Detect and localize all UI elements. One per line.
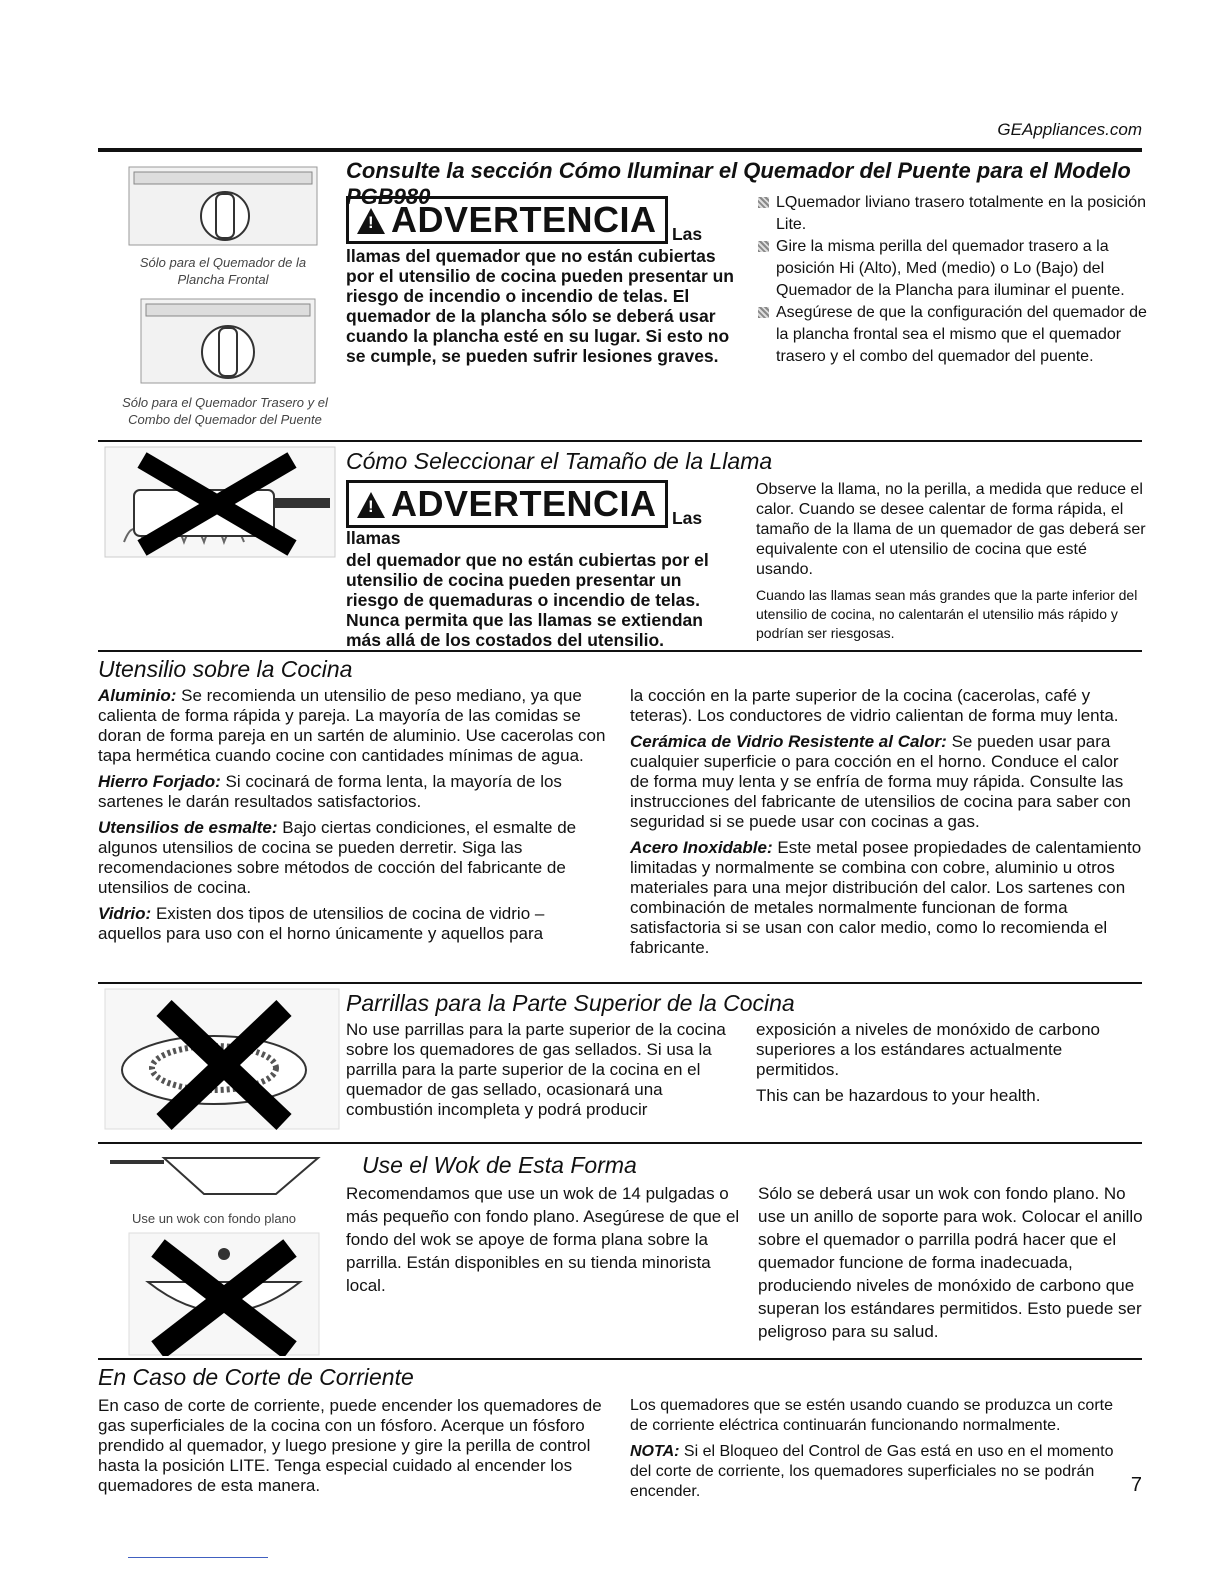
bullet-item: Asegúrese de que la configuración del quemador de la plancha frontal sea el mismo que el quemador trasero y el combo del quemador del puente. <box>758 302 1148 368</box>
warning-text: del quemador que no están cubiertas por el utensilio de cocina pueden presentar un riesgo de quemaduras o incendio de telas. Nunca permita que las llamas se extiendan más allá de los costados del utensilio. <box>346 550 709 650</box>
rule <box>98 1142 1142 1144</box>
paragraph: Cuando las llamas sean más grandes que la parte inferior del utensilio de cocina, no calentarán el utensilio más rápido y podrían ser riesgosas. <box>756 587 1138 641</box>
section4-col1 <box>346 1020 736 1126</box>
rule <box>98 650 1142 652</box>
rule <box>98 1358 1142 1360</box>
section3-col1: Aluminio: Se recomienda un utensilio de peso mediano, ya que calienta de forma rápida y pareja. La mayoría de las comidas se doran de forma pareja en un sartén de aluminio. Use cacerolas con tapa hermética cuando cocine con cantidades mínimas de agua. Hierro Forjado: Si cocinará de forma lenta, la mayoría de los sartenes le darán resultados satisfactorios. Utensilios de esmalte: Bajo ciertas condiciones, el esmalte de algunos utensilios de cocina se pueden derretir. Siga las recomendaciones sobre métodos de cocción del fabricante de utensilios de cocina. Vidrio: Existen dos tipos de utensilios de cocina de vidrio – aquellos para uso con el horno únicamente y aquellos para <box>98 686 606 943</box>
section2-warning: !ADVERTENCIA Las llamas del quemador que no están cubiertas por el utensilio de cocina pueden presentar un riesgo de quemaduras o incendio de telas. Nunca permita que las llamas se extiendan más allá de los costados del utensilio. <box>346 480 736 650</box>
section5-title: Use el Wok de Esta Forma <box>362 1152 637 1178</box>
knob-rear-bridge-illustration <box>140 298 316 384</box>
warning-badge: !ADVERTENCIA <box>346 480 668 528</box>
bullet-item: LQuemador liviano trasero totalmente en la posición Lite. <box>758 192 1148 236</box>
paragraph: This can be hazardous to your health. <box>756 1086 1041 1105</box>
section4-title: Parrillas para la Parte Superior de la Cocina <box>346 990 795 1016</box>
section2-text <box>756 480 1146 649</box>
warning-badge: !ADVERTENCIA <box>346 196 668 244</box>
warning-triangle-icon <box>357 208 385 234</box>
caption-front-griddle: Sólo para el Quemador de la Plancha Frontal <box>139 255 307 287</box>
paragraph: Los quemadores que se estén usando cuando se produzca un corte de corriente eléctrica continuarán funcionando normalmente. <box>630 1397 1113 1434</box>
wok-ring-no-illustration <box>128 1232 320 1356</box>
paragraph: exposición a niveles de monóxido de carbono superiores a los estándares actualmente permitidos. <box>756 1020 1101 1079</box>
section1-warning: !ADVERTENCIA Las llamas del quemador que no están cubiertas por el utensilio de cocina pueden presentar un riesgo de incendio o incendio de telas. El quemador de la plancha sólo se deberá usar cuando la plancha esté en su lugar. Si esto no se cumple, se pueden sufrir lesiones graves. <box>346 196 742 366</box>
bullet-item: Gire la misma perilla del quemador trasero a la posición Hi (Alto), Med (medio) o Lo (Bajo) del Quemador de la Plancha para iluminar el puente. <box>758 236 1148 302</box>
rule <box>98 982 1142 984</box>
section3-title: Utensilio sobre la Cocina <box>98 656 353 682</box>
section3-col2: la cocción en la parte superior de la cocina (cacerolas, café y teteras). Los conductores de vidrio calientan de forma muy lenta. Cerámica de Vidrio Resistente al Calor: Se pueden usar para cualquier superficie o para cocción en el horno. Conduce el calor de forma muy lenta y se enfría de forma muy rápida. Consulte las instrucciones del fabricante de utensilios de cocina para saber con seguridad si se puede usar con cocinas a gas. Acero Inoxidable: Este metal posee propiedades de calentamiento limitadas y normalmente se combina con cobre, aluminio u otros materiales para una mejor distribución del calor. Los sartenes con combinación de metales normalmente funcionan de forma satisfactoria si se usan con calor medio, como lo recomienda el fabricante. <box>630 686 1142 957</box>
paragraph: Recomendamos que use un wok de 14 pulgadas o más pequeño con fondo plano. Asegúrese de que el fondo del wok se apoye de forma plana sobre la parrilla. Están disponibles en su tienda minorista local. <box>346 1184 740 1295</box>
section2-title: Cómo Seleccionar el Tamaño de la Llama <box>346 448 773 474</box>
paragraph: Sólo se deberá usar un wok con fondo plano. No use un anillo de soporte para wok. Colocar el anillo sobre el quemador o parrilla podrá hacer que el quemador funcione de forma inadecuada, produciendo niveles de monóxido de carbono que superan los estándares permitidos. Esto puede ser peligroso para su salud. <box>758 1184 1143 1341</box>
caption-rear-bridge: Sólo para el Quemador Trasero y el Combo del Quemador del Puente <box>122 395 328 427</box>
paragraph: En caso de corte de corriente, puede encender los quemadores de gas superficiales de la cocina con un fósforo. Acerque un fósforo prendido al quemador, y luego presione y gire la perilla de control hasta la posición LITE. Tenga especial cuidado al encender los quemadores de esta manera. <box>98 1396 602 1495</box>
flat-wok-illustration <box>104 1148 328 1206</box>
site-url: GEAppliances.com <box>997 120 1142 139</box>
section5-col1 <box>346 1182 742 1303</box>
section6-col1 <box>98 1396 604 1502</box>
section4-col2 <box>756 1020 1146 1112</box>
footer-line <box>128 1557 268 1558</box>
section1-bullets <box>758 192 1148 368</box>
warning-text: llamas del quemador que no están cubiertas por el utensilio de cocina pueden presentar un riesgo de incendio o incendio de telas. El quemador de la plancha sólo se deberá usar cuando la plancha esté en su lugar. Si esto no se cumple, se pueden sufrir lesiones graves. <box>346 246 734 366</box>
rule <box>98 440 1142 442</box>
section1-title: Consulte la sección Cómo Iluminar el Quemador del Puente para el Modelo PGB980 <box>346 158 1131 209</box>
oversized-flame-illustration <box>104 446 336 558</box>
top-rule <box>98 148 1142 152</box>
section6-col2: Los quemadores que se estén usando cuando se produzca un corte de corriente eléctrica continuarán funcionando normalmente. NOTA: Si el Bloqueo del Control de Gas está en uso en el momento del corte de corriente, los quemadores superficiales no se podrán encender. <box>630 1396 1126 1508</box>
griddle-grill-no-illustration <box>104 988 340 1130</box>
page-number: 7 <box>1130 1474 1142 1496</box>
section6-title: En Caso de Corte de Corriente <box>98 1364 414 1390</box>
caption-flat-wok: Use un wok con fondo plano <box>131 1211 297 1226</box>
section5-col2 <box>758 1182 1148 1349</box>
warning-triangle-icon <box>357 492 385 518</box>
paragraph: Observe la llama, no la perilla, a medida que reduce el calor. Cuando se desee calentar de forma rápida, el tamaño de la llama de un quemador de gas deberá ser equivalente con el utensilio de cocina que esté usando. <box>756 481 1146 578</box>
knob-front-griddle-illustration <box>128 166 318 246</box>
paragraph: No use parrillas para la parte superior de la cocina sobre los quemadores de gas sellados. Si usa la parrilla para la parte superior de la cocina en el quemador de gas sellado, ocasionará una combustión incompleta y podrá producir <box>346 1020 726 1119</box>
